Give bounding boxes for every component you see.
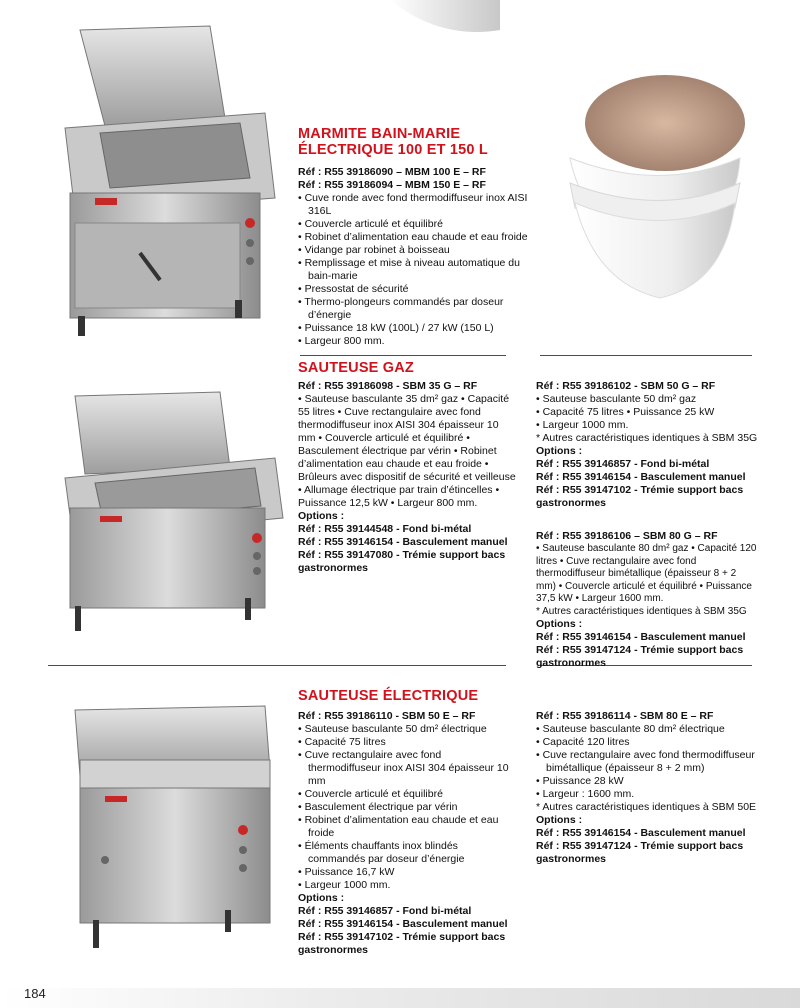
sbm80g-option: Réf : R55 39146154 - Basculement manuel	[536, 631, 746, 643]
sbm50e-feature: • Cuve rectangulaire avec fond thermodiffuseur inox AISI 304 épaisseur 10 mm	[298, 749, 514, 788]
sbm80e-feature: • Largeur : 1600 mm.	[536, 788, 758, 801]
sauteuse-gaz-right-50	[536, 380, 758, 510]
marmite-ref-150: Réf : R55 39186094 – MBM 150 E – RF	[298, 179, 486, 191]
sbm50g-options-label: Options :	[536, 445, 583, 457]
sbm50e-feature: • Puissance 16,7 kW	[298, 866, 514, 879]
sbm80g-option: Réf : R55 39147124 - Trémie support bacs gastronormes	[536, 644, 744, 669]
sbm35g-ref: Réf : R55 39186098 - SBM 35 G – RF	[298, 380, 478, 392]
sbm50e-feature: • Sauteuse basculante 50 dm² électrique	[298, 723, 514, 736]
marmite-product-image	[50, 18, 290, 340]
marmite-feature: • Robinet d’alimentation eau chaude et eau froide	[298, 231, 528, 244]
footer-swoosh	[0, 988, 800, 1008]
sbm35g-option: Réf : R55 39147080 - Trémie support bacs gastronormes	[298, 549, 506, 574]
sauteuse-gaz-left	[298, 380, 516, 575]
sbm80e-ref: Réf : R55 39186114 - SBM 80 E – RF	[536, 710, 714, 722]
marmite-features	[298, 192, 528, 348]
marmite-feature: • Thermo-plongeurs commandés par doseur d’énergie	[298, 296, 528, 322]
sauteuse-electrique-title: SAUTEUSE ÉLECTRIQUE	[298, 688, 479, 704]
sbm35g-option: Réf : R55 39146154 - Basculement manuel	[298, 536, 508, 548]
marmite-feature: • Puissance 18 kW (100L) / 27 kW (150 L)	[298, 322, 528, 335]
sauteuse-elec-left	[298, 710, 514, 957]
marmite-title-line2: ÉLECTRIQUE 100 ET 150 L	[298, 142, 488, 158]
marmite-feature: • Remplissage et mise à niveau automatique du bain-marie	[298, 257, 528, 283]
marmite-feature: • Pressostat de sécurité	[298, 283, 528, 296]
divider-gaz-left	[300, 355, 506, 356]
sbm80e-option: Réf : R55 39147124 - Trémie support bacs gastronormes	[536, 840, 744, 865]
sbm50g-option: Réf : R55 39147102 - Trémie support bacs gastronormes	[536, 484, 744, 509]
sbm50e-option: Réf : R55 39146857 - Fond bi-métal	[298, 905, 472, 917]
sbm35g-option: Réf : R55 39144548 - Fond bi-métal	[298, 523, 472, 535]
marmite-feature: • Largeur 800 mm.	[298, 335, 528, 348]
sbm50e-feature: • Capacité 75 litres	[298, 736, 514, 749]
sbm50e-ref: Réf : R55 39186110 - SBM 50 E – RF	[298, 710, 476, 722]
marmite-section	[298, 126, 528, 348]
sauteuse-elec-right	[536, 710, 758, 866]
page-number: 184	[24, 986, 46, 1001]
sauteuse-gaz-title: SAUTEUSE GAZ	[298, 360, 414, 376]
rice-bowl-image	[540, 68, 750, 330]
sbm80e-feature: • Cuve rectangulaire avec fond thermodiffuseur bimétallique (épaisseur 8 + 2 mm)	[536, 749, 758, 775]
top-swoosh-decoration	[380, 0, 500, 40]
marmite-feature: • Cuve ronde avec fond thermodiffuseur inox AISI 316L	[298, 192, 528, 218]
sbm50e-feature: • Basculement électrique par vérin	[298, 801, 514, 814]
sbm50e-feature: • Éléments chauffants inox blindés commandés par doseur d’énergie	[298, 840, 514, 866]
sbm35g-description: • Sauteuse basculante 35 dm² gaz • Capacité 55 litres • Cuve rectangulaire avec fond thermodiffuseur inox AISI 304 épaisseur 10 mm • Couvercle articulé et équilibré • Basculement électrique par vérin • Robinet d’alimentation eau chaude et eau froide • Brûleurs avec dispositif de sécurité et veilleuse • Allumage électrique par train d’étincelles • Puissance 12,5 kW • Largeur 800 mm.	[298, 393, 516, 509]
divider-gaz-right	[540, 355, 752, 356]
sbm80g-note: * Autres caractéristiques identiques à SBM 35G	[536, 605, 747, 617]
sbm50e-feature: • Largeur 1000 mm.	[298, 879, 514, 892]
sbm35g-options-label: Options :	[298, 510, 345, 522]
sbm80g-options-label: Options :	[536, 618, 583, 630]
marmite-title-line1: MARMITE BAIN-MARIE	[298, 126, 461, 142]
sbm50g-option: Réf : R55 39146857 - Fond bi-métal	[536, 458, 710, 470]
marmite-feature: • Vidange par robinet à boisseau	[298, 244, 528, 257]
divider-elec-left	[48, 665, 506, 666]
marmite-feature: • Couvercle articulé et équilibré	[298, 218, 528, 231]
sauteuse-gaz-right-80	[536, 530, 758, 670]
sbm80g-description: • Sauteuse basculante 80 dm² gaz • Capacité 120 litres • Cuve rectangulaire avec fond thermodiffuseur bimétallique (épaisseur 8 + 2 mm) • Couvercle articulé et équilibré • Puissance 37,5 kW • Largeur 1600 mm.	[536, 543, 757, 604]
sbm50g-feature: • Sauteuse basculante 50 dm² gaz	[536, 393, 758, 406]
sbm50g-feature: • Largeur 1000 mm.	[536, 419, 758, 432]
sbm50e-options-label: Options :	[298, 892, 345, 904]
sbm80e-feature: • Puissance 28 kW	[536, 775, 758, 788]
sauteuse-electrique-product-image	[65, 700, 295, 955]
sbm80e-option: Réf : R55 39146154 - Basculement manuel	[536, 827, 746, 839]
sbm80e-feature: • Sauteuse basculante 80 dm² électrique	[536, 723, 758, 736]
sauteuse-gaz-product-image	[55, 388, 295, 646]
sbm80g-ref: Réf : R55 39186106 – SBM 80 G – RF	[536, 530, 718, 542]
sbm50g-feature: • Capacité 75 litres • Puissance 25 kW	[536, 406, 758, 419]
sbm50e-feature: • Robinet d’alimentation eau chaude et eau froide	[298, 814, 514, 840]
sbm80e-note: * Autres caractéristiques identiques à SBM 50E	[536, 801, 757, 813]
sbm50e-feature: • Couvercle articulé et équilibré	[298, 788, 514, 801]
sbm50g-option: Réf : R55 39146154 - Basculement manuel	[536, 471, 746, 483]
sbm50g-ref: Réf : R55 39186102 - SBM 50 G – RF	[536, 380, 716, 392]
sbm50e-option: Réf : R55 39146154 - Basculement manuel	[298, 918, 508, 930]
sbm80e-options-label: Options :	[536, 814, 583, 826]
sbm50g-note: * Autres caractéristiques identiques à SBM 35G	[536, 432, 758, 444]
marmite-ref-100: Réf : R55 39186090 – MBM 100 E – RF	[298, 166, 486, 178]
sbm80e-feature: • Capacité 120 litres	[536, 736, 758, 749]
sbm50e-option: Réf : R55 39147102 - Trémie support bacs gastronormes	[298, 931, 506, 956]
